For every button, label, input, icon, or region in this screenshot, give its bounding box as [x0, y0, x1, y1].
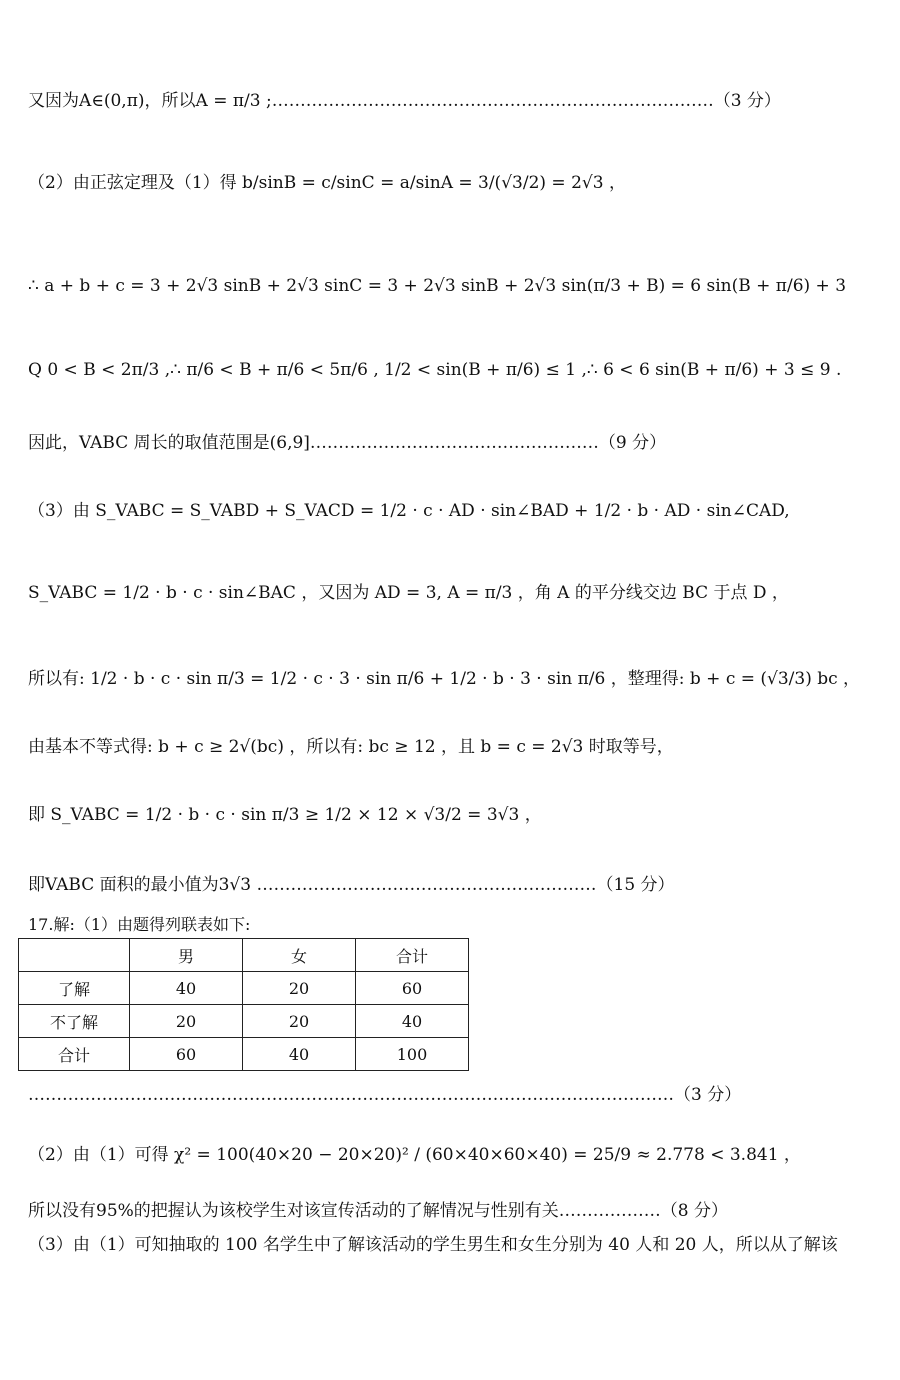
line-b-range: Q 0 < B < 2π/3 ,∴ π/6 < B + π/6 < 5π/6 , 1/2 < sin(B + π/6) ≤ 1 ,∴ 6 < 6 sin(B + π/6) + 3 ≤ 9 .: [28, 360, 842, 380]
table-cell: 20: [130, 1005, 243, 1038]
table-row: [19, 972, 469, 1005]
table-cell: [19, 939, 130, 972]
table-cell: 40: [356, 1005, 469, 1038]
contingency-table: [18, 938, 469, 1071]
line-chi-square: （2）由（1）可得 χ² = 100(40×20 − 20×20)² / (60×40×60×40) = 25/9 ≈ 2.778 < 3.841 ，: [28, 1145, 801, 1165]
table-row: [19, 1038, 469, 1071]
table-cell: 女: [243, 939, 356, 972]
table-cell: 40: [130, 972, 243, 1005]
table-cell: 合计: [356, 939, 469, 972]
line-conclusion: 所以没有95%的把握认为该校学生对该宣传活动的了解情况与性别有关………………（8 分）: [28, 1201, 729, 1221]
line-area-formula: S_VABC = 1/2 · b · c · sin∠BAC ，又因为 AD = 3, A = π/3 ，角 A 的平分线交边 BC 于点 D ，: [28, 583, 789, 603]
line-q17-intro: 17.解:（1）由题得列联表如下:: [28, 915, 251, 934]
line-inequality: 由基本不等式得: b + c ≥ 2√(bc) ，所以有: bc ≥ 12 ，且 b = c = 2√3 时取等号，: [28, 737, 674, 757]
table-cell: 合计: [19, 1038, 130, 1071]
table-cell: 60: [130, 1038, 243, 1071]
table-cell: 100: [356, 1038, 469, 1071]
line-angle-a: 又因为A∈(0,π)，所以A = π/3 ;……………………………………………………………………（3 分）: [28, 91, 781, 111]
table-header-row: [19, 939, 469, 972]
line-perimeter-range: 因此，VABC 周长的取值范围是(6,9]……………………………………………（9 分）: [28, 433, 667, 453]
line-table-dots: ……………………………………………………………………………………………………（3 分）: [28, 1085, 742, 1105]
table-cell: 20: [243, 1005, 356, 1038]
table-cell: 男: [130, 939, 243, 972]
line-equation: 所以有: 1/2 · b · c · sin π/3 = 1/2 · c · 3 · sin π/6 + 1/2 · b · 3 · sin π/6 ，整理得: b + c = (√3/3) bc ，: [28, 669, 861, 689]
table-cell: 了解: [19, 972, 130, 1005]
line-area-bound: 即 S_VABC = 1/2 · b · c · sin π/3 ≥ 1/2 × 12 × √3/2 = 3√3 ，: [28, 805, 542, 825]
line-area-split: （3）由 S_VABC = S_VABD + S_VACD = 1/2 · c · AD · sin∠BAD + 1/2 · b · AD · sin∠CAD,: [28, 501, 790, 521]
table-cell: 40: [243, 1038, 356, 1071]
line-part3: （3）由（1）可知抽取的 100 名学生中了解该活动的学生男生和女生分别为 40 人和 20 人，所以从了解该: [28, 1235, 838, 1255]
line-area-min: 即VABC 面积的最小值为3√3 ……………………………………………………（15 分）: [28, 875, 675, 895]
line-perimeter-expr: ∴ a + b + c = 3 + 2√3 sinB + 2√3 sinC = 3 + 2√3 sinB + 2√3 sin(π/3 + B) = 6 sin(B + π/6) + 3: [28, 276, 847, 296]
table-cell: 20: [243, 972, 356, 1005]
table-cell: 不了解: [19, 1005, 130, 1038]
table-row: [19, 1005, 469, 1038]
line-sine-rule: （2）由正弦定理及（1）得 b/sinB = c/sinC = a/sinA = 3/(√3/2) = 2√3 ，: [28, 173, 626, 193]
table-cell: 60: [356, 972, 469, 1005]
